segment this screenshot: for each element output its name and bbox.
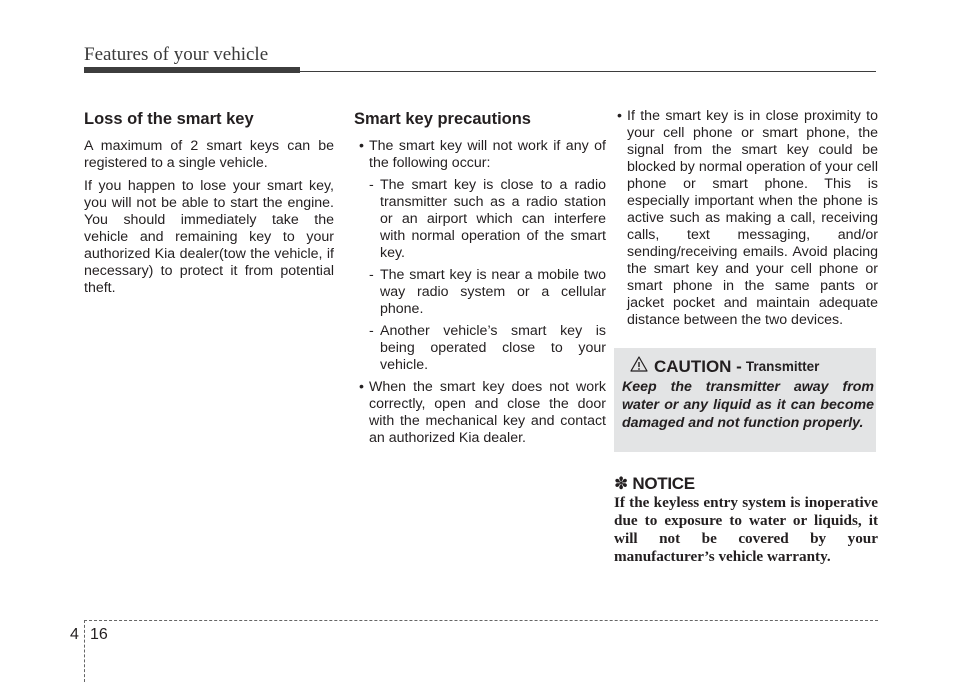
caution-box (614, 348, 876, 452)
paragraph-lost-key: If you happen to lose your smart key, you will not be able to start the engine. You should immediately take the vehicle and remaining key to your authorized Kia dealer(tow the vehicle, if necessary) to protect it from potential theft. (84, 178, 334, 296)
bullet-text: When the smart key does not work correctly, open and close the door with the mechanical key and contact an authorized Kia dealer. (369, 379, 606, 446)
section-heading-precautions: Smart key precautions (354, 110, 531, 128)
notice-heading: ✽ NOTICE (614, 474, 695, 493)
sub-item-text: Another vehicle’s smart key is being operated close to your vehicle. (380, 323, 606, 373)
bullet-text: If the smart key is in close proximity to your cell phone or smart phone, the signal from the smart key could be blocked by normal operation of your cell phone or smart phone. This is especially important when the phone is active such as making a call, receiving calls, text messaging, and/or sending/receiving emails. Avoid placing the smart key and your cell phone or smart phone in the same pants or jacket pocket and maintain adequate distance between the two devices. (627, 108, 878, 328)
footer-rule (84, 620, 878, 621)
page-number: 16 (90, 626, 108, 643)
page-chapter-number: 4 (70, 626, 79, 643)
sub-item-text: The smart key is near a mobile two way radio system or a cellular phone. (380, 267, 606, 317)
caution-text: Keep the transmitter away from water or any liquid as it can become damaged and not function properly. (622, 379, 874, 431)
bullet-cell-phone: • If the smart key is in close proximity to your cell phone or smart phone, the signal from the smart key could be blocked by normal operation of your cell phone or smart phone. This is especially important when the phone is active such as making a call, receiving calls, text messaging, and/or sending/receiving emails. Avoid placing the smart key and your cell phone or smart phone in the same pants or jacket pocket and maintain adequate distance between the two devices. (617, 108, 878, 328)
caution-topic: Transmitter (745, 359, 820, 374)
column-loss-of-smart-key (84, 110, 334, 303)
bullet-mechanical-key: • When the smart key does not work correctly, open and close the door with the mechanical key and contact an authorized Kia dealer. (359, 379, 606, 446)
caution-heading (630, 356, 819, 377)
caution-label: CAUTION - (654, 356, 742, 376)
notice-text: If the keyless entry system is inoperative due to exposure to water or liquids, it will not be covered by your manufacturer’s vehicle warranty. (614, 494, 878, 565)
column-cell-phone-proximity (612, 108, 878, 334)
column-smart-key-precautions (354, 110, 606, 452)
header-rule-thick (84, 67, 300, 73)
warning-triangle-icon (630, 356, 654, 377)
sub-item-radio-transmitter: - The smart key is close to a radio transmitter such as a radio station or an airport which can interfere with normal operation of the smart key. (369, 177, 606, 261)
section-heading-loss: Loss of the smart key (84, 110, 254, 128)
sub-item-mobile-radio: - The smart key is near a mobile two way radio system or a cellular phone. (369, 267, 606, 317)
bullet-will-not-work: • The smart key will not work if any of the following occur: (359, 138, 606, 171)
header-rule-thin (300, 71, 876, 72)
bullet-text: The smart key will not work if any of the following occur: (369, 138, 606, 171)
sub-item-text: The smart key is close to a radio transmitter such as a radio station or an airport which can interfere with normal operation of the smart key. (380, 177, 606, 261)
sub-item-another-key: - Another vehicle’s smart key is being operated close to your vehicle. (369, 323, 606, 373)
paragraph-max-keys: A maximum of 2 smart keys can be registered to a single vehicle. (84, 138, 334, 171)
page-header-title: Features of your vehicle (84, 44, 269, 65)
footer-divider (84, 620, 85, 682)
